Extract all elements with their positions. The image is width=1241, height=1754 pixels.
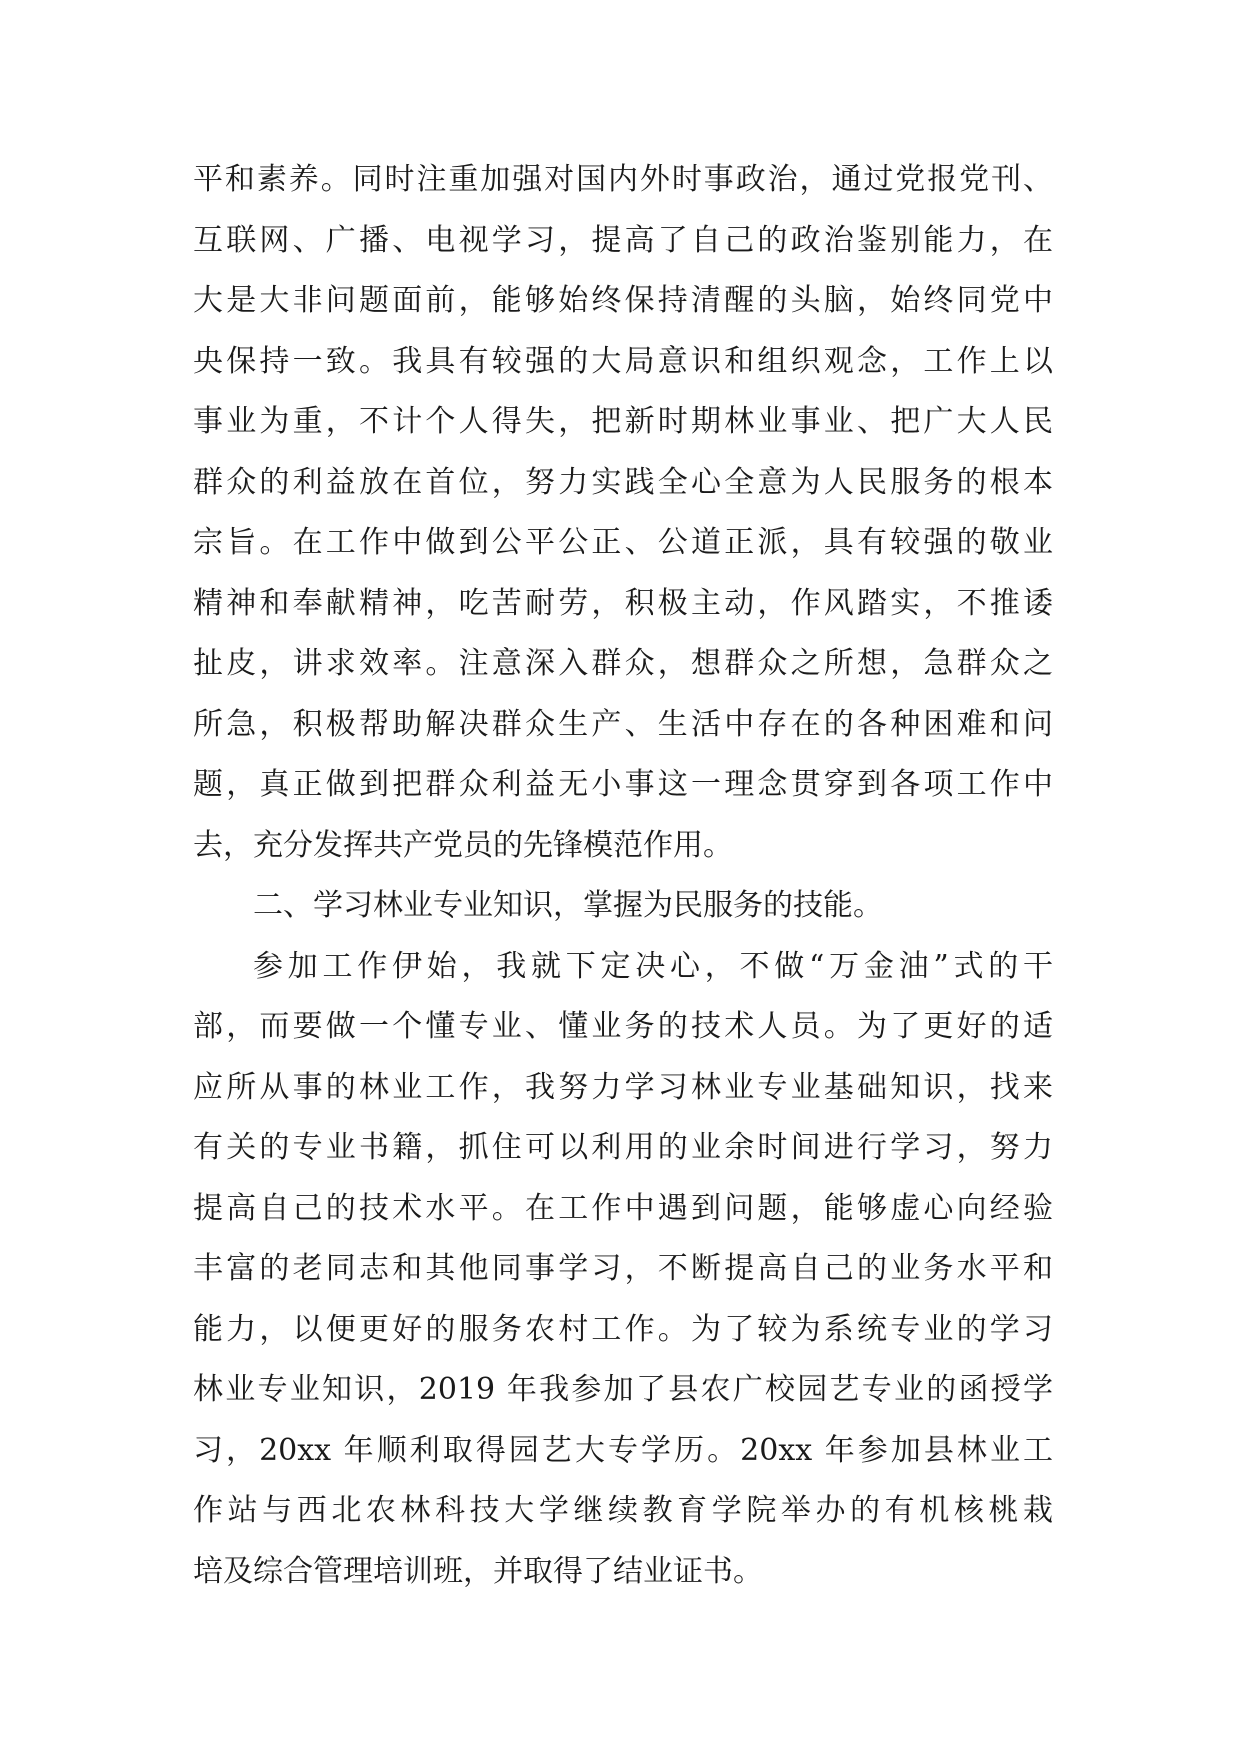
text-line: 能力，以便更好的服务农村工作。为了较为系统专业的学习 <box>193 1311 1053 1347</box>
paragraph-first-line: 参加工作伊始，我就下定决心，不做“万金油”式的干 <box>253 948 1053 984</box>
text-line: 所急，积极帮助解决群众生产、生活中存在的各种困难和问 <box>193 706 1053 742</box>
text-line: 作站与西北农林科技大学继续教育学院举办的有机核桃栽 <box>193 1493 1053 1528</box>
text-line: 提高自己的技术水平。在工作中遇到问题，能够虚心向经验 <box>193 1190 1053 1226</box>
text-line: 应所从事的林业工作，我努力学习林业专业基础知识，找来 <box>193 1069 1053 1105</box>
section-heading: 二、学习林业专业知识，掌握为民服务的技能。 <box>253 888 883 923</box>
text-line: 题，真正做到把群众利益无小事这一理念贯穿到各项工作中 <box>193 767 1053 802</box>
body-text <box>193 150 1053 1602</box>
text-line: 丰富的老同志和其他同事学习，不断提高自己的业务水平和 <box>193 1251 1053 1286</box>
text-line: 互联网、广播、电视学习，提高了自己的政治鉴别能力，在 <box>193 222 1053 258</box>
text-line: 林业专业知识，2019 年我参加了县农广校园艺专业的函授学 <box>193 1372 1053 1407</box>
text-line: 扯皮，讲求效率。注意深入群众，想群众之所想，急群众之 <box>193 646 1053 681</box>
text-line: 大是大非问题面前，能够始终保持清醒的头脑，始终同党中 <box>193 283 1053 318</box>
paragraph-end-line: 去，充分发挥共产党员的先锋模范作用。 <box>193 827 733 863</box>
text-line: 事业为重，不计个人得失，把新时期林业事业、把广大人民 <box>193 404 1053 439</box>
text-line: 宗旨。在工作中做到公平公正、公道正派，具有较强的敬业 <box>193 525 1053 560</box>
text-line: 平和素养。同时注重加强对国内外时事政治，通过党报党刊、 <box>193 162 1053 197</box>
text-line: 有关的专业书籍，抓住可以利用的业余时间进行学习，努力 <box>193 1130 1053 1165</box>
text-line: 习，20xx 年顺利取得园艺大专学历。20xx 年参加县林业工 <box>193 1432 1053 1468</box>
text-line: 群众的利益放在首位，努力实践全心全意为人民服务的根本 <box>193 464 1053 500</box>
paragraph-end-line: 培及综合管理培训班，并取得了结业证书。 <box>193 1553 763 1589</box>
text-line: 央保持一致。我具有较强的大局意识和组织观念，工作上以 <box>193 343 1053 379</box>
text-line: 部，而要做一个懂专业、懂业务的技术人员。为了更好的适 <box>193 1009 1053 1044</box>
text-line: 精神和奉献精神，吃苦耐劳，积极主动，作风踏实，不推诿 <box>193 585 1053 621</box>
